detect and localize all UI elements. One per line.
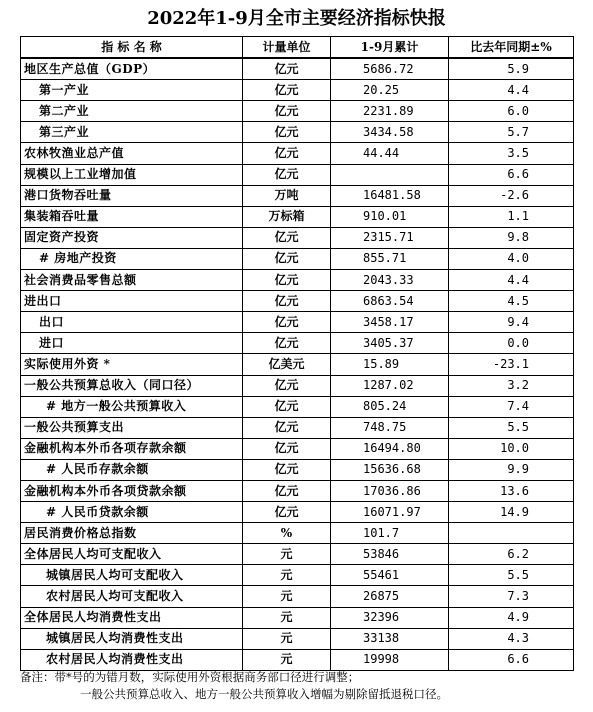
- row-unit-cell: 亿元: [243, 375, 331, 396]
- row-name-cell: 规模以上工业增加值: [21, 164, 243, 185]
- row-name-cell: 地区生产总值（GDP）: [21, 58, 243, 80]
- row-change-cell: 4.0: [449, 248, 574, 269]
- row-unit-cell: 亿元: [243, 101, 331, 122]
- row-unit-cell: 元: [243, 628, 331, 649]
- row-unit-cell: 亿元: [243, 312, 331, 333]
- table-row: [21, 248, 574, 269]
- row-change-cell: 9.8: [449, 227, 574, 248]
- row-unit-cell: 亿元: [243, 227, 331, 248]
- row-value-cell: 855.71: [331, 248, 449, 269]
- footnote-line: 一般公共预算总收入、地方一般公共预算收入增幅为剔除留抵退税口径。: [80, 687, 448, 701]
- row-change-cell: 5.7: [449, 122, 574, 143]
- row-unit-cell: 亿元: [243, 122, 331, 143]
- page-title: 2022年1-9月全市主要经济指标快报: [147, 8, 446, 29]
- row-name-cell: # 人民币贷款余额: [21, 502, 243, 523]
- row-name-cell: 集装箱吞吐量: [21, 206, 243, 227]
- row-value-cell: 16071.97: [331, 502, 449, 523]
- row-unit-cell: 亿元: [243, 438, 331, 459]
- header-indicator-name: 指 标 名 称: [21, 37, 243, 59]
- row-value-cell: 32396: [331, 607, 449, 628]
- row-unit-cell: 亿元: [243, 396, 331, 417]
- row-unit-cell: 亿元: [243, 480, 331, 501]
- row-value-cell: 101.7: [331, 523, 449, 544]
- table-row: [21, 565, 574, 586]
- row-value-cell: 15636.68: [331, 459, 449, 480]
- header-yoy-change: 比去年同期±%: [449, 37, 574, 59]
- row-change-cell: 4.9: [449, 607, 574, 628]
- row-value-cell: 44.44: [331, 143, 449, 164]
- row-unit-cell: 元: [243, 607, 331, 628]
- table-row: [21, 480, 574, 501]
- table-row: [21, 607, 574, 628]
- row-value-cell: 3405.37: [331, 333, 449, 354]
- row-unit-cell: 亿元: [243, 502, 331, 523]
- row-name-cell: # 房地产投资: [21, 248, 243, 269]
- row-unit-cell: 亿美元: [243, 354, 331, 375]
- row-value-cell: 2315.71: [331, 227, 449, 248]
- row-change-cell: 13.6: [449, 480, 574, 501]
- row-value-cell: 26875: [331, 586, 449, 607]
- table-row: [21, 417, 574, 438]
- row-change-cell: 5.5: [449, 565, 574, 586]
- row-name-cell: 农林牧渔业总产值: [21, 143, 243, 164]
- table-row: [21, 649, 574, 670]
- table-row: [21, 354, 574, 375]
- row-value-cell: 805.24: [331, 396, 449, 417]
- row-value-cell: 19998: [331, 649, 449, 670]
- table-row: [21, 122, 574, 143]
- row-name-cell: 金融机构本外币各项存款余额: [21, 438, 243, 459]
- row-name-cell: 进口: [21, 333, 243, 354]
- row-change-cell: [449, 523, 574, 544]
- row-unit-cell: 亿元: [243, 459, 331, 480]
- row-value-cell: 6863.54: [331, 291, 449, 312]
- row-value-cell: 20.25: [331, 80, 449, 101]
- table-row: [21, 502, 574, 523]
- row-change-cell: 0.0: [449, 333, 574, 354]
- table-row: [21, 164, 574, 185]
- footnotes: [20, 669, 580, 703]
- row-value-cell: 53846: [331, 544, 449, 565]
- table-body: [21, 58, 574, 670]
- row-value-cell: 2043.33: [331, 270, 449, 291]
- row-name-cell: 全体居民人均可支配收入: [21, 544, 243, 565]
- row-value-cell: 2231.89: [331, 101, 449, 122]
- row-name-cell: 进出口: [21, 291, 243, 312]
- row-unit-cell: 亿元: [243, 333, 331, 354]
- table-row: [21, 333, 574, 354]
- row-unit-cell: %: [243, 523, 331, 544]
- header-cumulative: 1-9月累计: [331, 37, 449, 59]
- row-change-cell: 4.3: [449, 628, 574, 649]
- table-row: [21, 438, 574, 459]
- table-row: [21, 396, 574, 417]
- row-change-cell: 9.9: [449, 459, 574, 480]
- row-name-cell: # 地方一般公共预算收入: [21, 396, 243, 417]
- row-change-cell: 4.4: [449, 80, 574, 101]
- row-change-cell: -23.1: [449, 354, 574, 375]
- row-unit-cell: 亿元: [243, 291, 331, 312]
- row-unit-cell: 元: [243, 544, 331, 565]
- row-name-cell: 一般公共预算总收入（同口径）: [21, 375, 243, 396]
- row-change-cell: 5.5: [449, 417, 574, 438]
- row-value-cell: 33138: [331, 628, 449, 649]
- table-row: [21, 544, 574, 565]
- table-row: [21, 227, 574, 248]
- table-row: [21, 143, 574, 164]
- row-change-cell: 3.5: [449, 143, 574, 164]
- row-name-cell: 金融机构本外币各项贷款余额: [21, 480, 243, 501]
- row-unit-cell: 万吨: [243, 185, 331, 206]
- row-value-cell: 16481.58: [331, 185, 449, 206]
- row-change-cell: 7.3: [449, 586, 574, 607]
- row-change-cell: 14.9: [449, 502, 574, 523]
- row-change-cell: 6.0: [449, 101, 574, 122]
- row-change-cell: 4.4: [449, 270, 574, 291]
- row-name-cell: 出口: [21, 312, 243, 333]
- header-unit: 计量单位: [243, 37, 331, 59]
- row-unit-cell: 亿元: [243, 164, 331, 185]
- table-row: [21, 375, 574, 396]
- row-value-cell: 748.75: [331, 417, 449, 438]
- row-value-cell: 17036.86: [331, 480, 449, 501]
- row-value-cell: 15.89: [331, 354, 449, 375]
- row-change-cell: 4.5: [449, 291, 574, 312]
- row-name-cell: 居民消费价格总指数: [21, 523, 243, 544]
- indicators-table: [20, 36, 574, 671]
- footnote-line: 备注：带*号的为错月数，实际使用外资根据商务部口径进行调整；: [20, 670, 360, 684]
- row-value-cell: 910.01: [331, 206, 449, 227]
- row-unit-cell: 亿元: [243, 248, 331, 269]
- row-unit-cell: 万标箱: [243, 206, 331, 227]
- row-name-cell: 固定资产投资: [21, 227, 243, 248]
- table-row: [21, 523, 574, 544]
- row-name-cell: 港口货物吞吐量: [21, 185, 243, 206]
- row-unit-cell: 亿元: [243, 270, 331, 291]
- row-change-cell: 3.2: [449, 375, 574, 396]
- row-unit-cell: 亿元: [243, 58, 331, 80]
- table-row: [21, 185, 574, 206]
- row-name-cell: # 人民币存款余额: [21, 459, 243, 480]
- row-name-cell: 城镇居民人均消费性支出: [21, 628, 243, 649]
- row-name-cell: 实际使用外资 *: [21, 354, 243, 375]
- table-row: [21, 459, 574, 480]
- table-row: [21, 80, 574, 101]
- row-name-cell: 第三产业: [21, 122, 243, 143]
- row-value-cell: 1287.02: [331, 375, 449, 396]
- row-change-cell: -2.6: [449, 185, 574, 206]
- row-change-cell: 7.4: [449, 396, 574, 417]
- row-change-cell: 10.0: [449, 438, 574, 459]
- row-value-cell: 5686.72: [331, 58, 449, 80]
- row-change-cell: 6.6: [449, 649, 574, 670]
- row-change-cell: 6.6: [449, 164, 574, 185]
- row-unit-cell: 亿元: [243, 143, 331, 164]
- row-name-cell: 农村居民人均可支配收入: [21, 586, 243, 607]
- row-change-cell: 6.2: [449, 544, 574, 565]
- table-row: [21, 628, 574, 649]
- table-row: [21, 58, 574, 80]
- table-row: [21, 270, 574, 291]
- row-value-cell: 3434.58: [331, 122, 449, 143]
- row-value-cell: [331, 164, 449, 185]
- row-change-cell: 9.4: [449, 312, 574, 333]
- row-change-cell: 1.1: [449, 206, 574, 227]
- table-row: [21, 312, 574, 333]
- row-name-cell: 全体居民人均消费性支出: [21, 607, 243, 628]
- row-unit-cell: 元: [243, 649, 331, 670]
- row-name-cell: 一般公共预算支出: [21, 417, 243, 438]
- row-unit-cell: 元: [243, 586, 331, 607]
- row-change-cell: 5.9: [449, 58, 574, 80]
- row-unit-cell: 亿元: [243, 80, 331, 101]
- row-name-cell: 农村居民人均消费性支出: [21, 649, 243, 670]
- row-name-cell: 第二产业: [21, 101, 243, 122]
- row-name-cell: 城镇居民人均可支配收入: [21, 565, 243, 586]
- table-row: [21, 291, 574, 312]
- table-row: [21, 206, 574, 227]
- row-value-cell: 3458.17: [331, 312, 449, 333]
- row-name-cell: 第一产业: [21, 80, 243, 101]
- table-row: [21, 586, 574, 607]
- row-unit-cell: 亿元: [243, 417, 331, 438]
- row-name-cell: 社会消费品零售总额: [21, 270, 243, 291]
- table-row: [21, 101, 574, 122]
- row-value-cell: 16494.80: [331, 438, 449, 459]
- row-unit-cell: 元: [243, 565, 331, 586]
- table-header-row: [21, 37, 574, 59]
- row-value-cell: 55461: [331, 565, 449, 586]
